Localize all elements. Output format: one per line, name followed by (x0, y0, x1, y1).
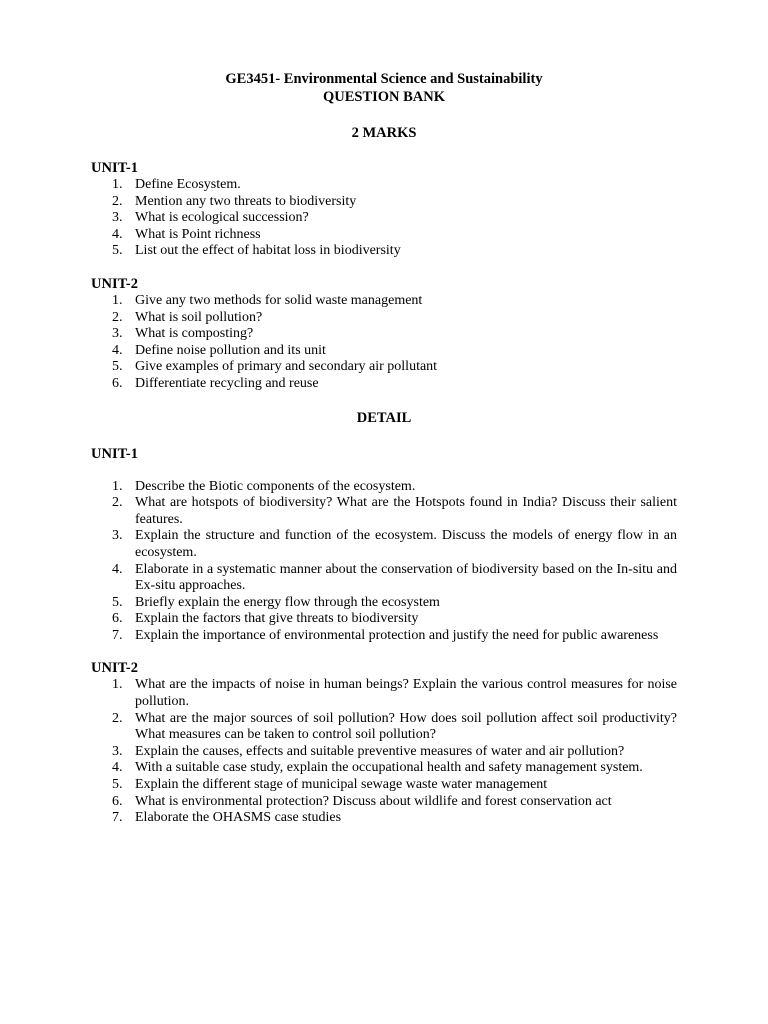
two-marks-unit1-list (91, 177, 677, 260)
doc-title: QUESTION BANK (322, 89, 446, 105)
question-text: What are the impacts of noise in human beings? Explain the various control measures for noise pollution. (135, 677, 677, 710)
list-item: 3. Explain the causes, effects and suitable preventive measures of water and air pollution? (112, 743, 625, 759)
question-text: Define noise pollution and its unit (135, 342, 326, 358)
list-item: 1. Give any two methods for solid waste management (112, 292, 423, 308)
question-text: With a suitable case study, explain the occupational health and safety management system. (135, 760, 643, 776)
detail-unit2-heading: UNIT-2 (91, 660, 139, 677)
detail-unit2-list (91, 677, 677, 826)
question-text: What is ecological succession? (135, 210, 309, 226)
list-item: 5. Give examples of primary and secondary air pollutant (112, 359, 438, 375)
list-item: 7. Elaborate the OHASMS case studies (112, 810, 342, 826)
question-text: Explain the factors that give threats to biodiversity (135, 611, 419, 627)
question-text: Explain the structure and function of the ecosystem. Discuss the models of energy flow in an ecosystem. (135, 528, 677, 560)
question-text: Elaborate in a systematic manner about the conservation of biodiversity based on the In-situ and Ex-situ approaches. (135, 561, 677, 594)
question-text: Explain the importance of environmental protection and justify the need for public awareness (135, 627, 659, 643)
question-text: Define Ecosystem. (135, 177, 241, 192)
question-text: Explain the different stage of municipal sewage waste water management (135, 777, 548, 793)
detail-unit1-heading: UNIT-1 (91, 445, 139, 462)
detail-unit1-list (91, 479, 677, 645)
list-item: 5. Briefly explain the energy flow through the ecosystem (112, 594, 440, 610)
question-text: What is environmental protection? Discuss about wildlife and forest conservation act (135, 793, 612, 809)
list-item: 3. Explain the structure and function of the ecosystem. Discuss the models of energy flow in an ecosystem. (112, 528, 677, 560)
question-text: What is Point richness (135, 226, 261, 242)
list-item: 6. Differentiate recycling and reuse (112, 375, 319, 391)
question-text: Briefly explain the energy flow through the ecosystem (135, 594, 440, 610)
question-text: Differentiate recycling and reuse (135, 375, 319, 391)
question-text: Explain the causes, effects and suitable preventive measures of water and air pollution? (135, 743, 625, 759)
question-text: Give any two methods for solid waste management (135, 292, 423, 308)
list-item: 3. What is ecological succession? (112, 210, 309, 226)
question-text: What are hotspots of biodiversity? What are the Hotspots found in India? Discuss their salient features. (135, 495, 677, 527)
list-item: 7. Explain the importance of environmental protection and justify the need for public awareness (112, 627, 659, 643)
question-text: Mention any two threats to biodiversity (135, 193, 357, 209)
question-text: Give examples of primary and secondary air pollutant (135, 359, 438, 375)
list-item: 5. Explain the different stage of municipal sewage waste water management (112, 777, 548, 793)
course-title: GE3451- Environmental Science and Sustainability (225, 71, 543, 87)
list-item: 6. Explain the factors that give threats to biodiversity (112, 611, 419, 627)
two-marks-unit2-heading: UNIT-2 (91, 275, 139, 292)
detail-heading: DETAIL (356, 409, 412, 426)
list-item: 3. What is composting? (112, 326, 254, 342)
list-item: 6. What is environmental protection? Discuss about wildlife and forest conservation act (112, 793, 612, 809)
two-marks-unit2-list (91, 293, 677, 393)
question-text: List out the effect of habitat loss in biodiversity (135, 243, 401, 259)
list-item: 1. Define Ecosystem. (112, 177, 241, 192)
question-text: What is soil pollution? (135, 309, 263, 325)
list-item: 4. With a suitable case study, explain the occupational health and safety management system. (112, 760, 643, 776)
list-item: 2. What are the major sources of soil pollution? How does soil pollution affect soil productivity? What measures can be taken to control soil pollution? (112, 710, 677, 743)
list-item: 2. Mention any two threats to biodiversity (112, 193, 357, 209)
two-marks-heading: 2 MARKS (351, 125, 417, 141)
list-item: 5. List out the effect of habitat loss in biodiversity (112, 243, 401, 259)
question-text: What are the major sources of soil pollution? How does soil pollution affect soil productivity? What measures can be taken to control soil pollution? (135, 710, 677, 743)
list-item: 2. What are hotspots of biodiversity? What are the Hotspots found in India? Discuss their salient features. (112, 495, 677, 527)
list-item: 4. Elaborate in a systematic manner about the conservation of biodiversity based on the In-situ and Ex-situ approaches. (112, 561, 677, 594)
list-item: 4. What is Point richness (112, 226, 261, 242)
list-item: 1. Describe the Biotic components of the ecosystem. (112, 478, 416, 494)
list-item: 2. What is soil pollution? (112, 309, 263, 325)
list-item: 1. What are the impacts of noise in human beings? Explain the various control measures for noise pollution. (112, 677, 677, 710)
question-text: Describe the Biotic components of the ecosystem. (135, 478, 416, 494)
document-page (91, 70, 677, 827)
list-item: 4. Define noise pollution and its unit (112, 342, 326, 358)
question-text: Elaborate the OHASMS case studies (135, 810, 342, 826)
question-text: What is composting? (135, 326, 254, 342)
document-header (91, 70, 677, 106)
two-marks-unit1-heading: UNIT-1 (91, 160, 139, 176)
